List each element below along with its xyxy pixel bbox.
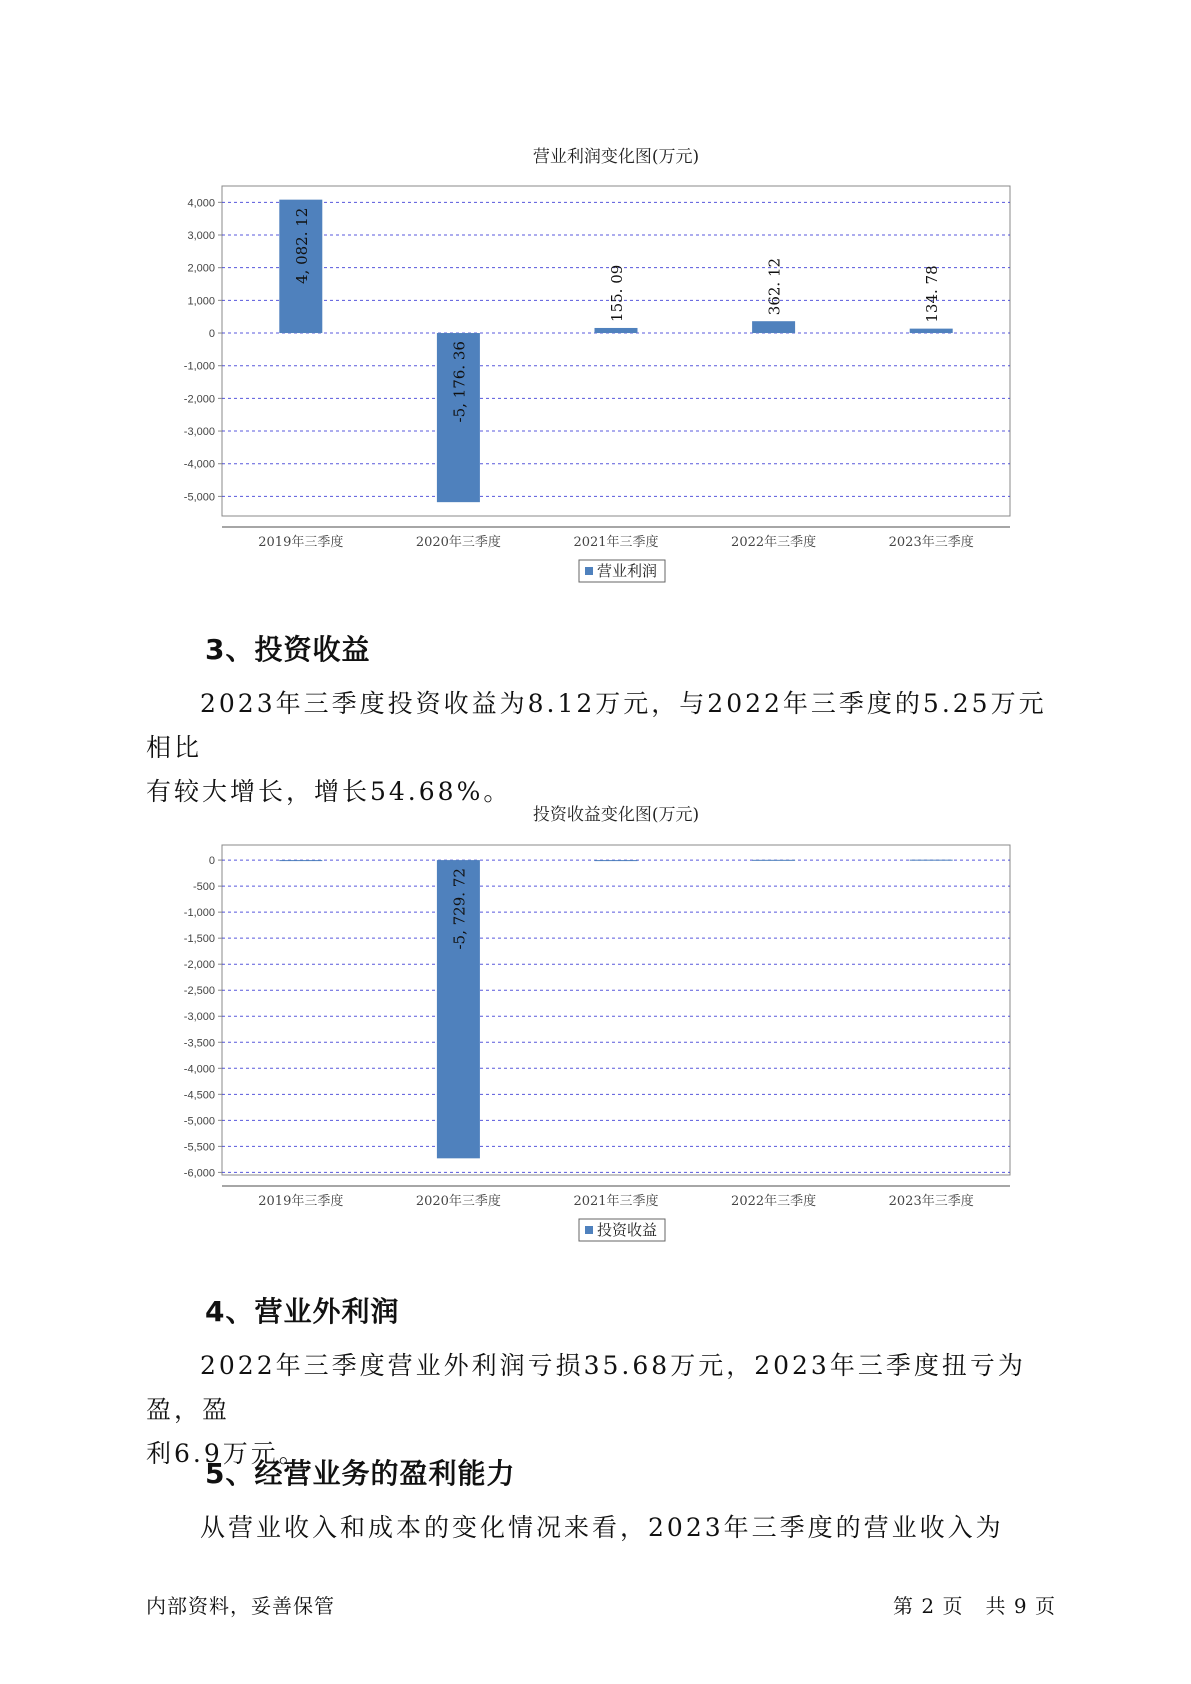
y-tick-label: -4,000 xyxy=(183,458,215,471)
x-tick-label: 2022年三季度 xyxy=(731,535,817,550)
section-3-line-2: 有较大增长，增长54.68%。 xyxy=(146,777,512,806)
section-4-line-1: 2022年三季度营业外利润亏损35.68万元，2023年三季度扭亏为盈，盈 xyxy=(146,1351,1026,1424)
bar xyxy=(279,860,322,861)
x-tick-label: 2023年三季度 xyxy=(888,1194,974,1209)
y-tick-label: -2,000 xyxy=(183,959,215,972)
bar xyxy=(595,860,638,861)
y-tick-label: -5,000 xyxy=(183,491,215,504)
data-label: 155. 09 xyxy=(608,264,626,322)
y-tick-label: -6,000 xyxy=(183,1167,215,1180)
plot-area xyxy=(222,845,1010,1175)
y-tick-label: 4,000 xyxy=(187,197,215,210)
y-tick-label: 3,000 xyxy=(187,230,215,243)
section-4-line-2: 利6.9万元。 xyxy=(146,1439,307,1468)
x-tick-label: 2021年三季度 xyxy=(573,1194,659,1209)
section-4-heading: 4、营业外利润 xyxy=(205,1295,400,1328)
y-tick-label: 0 xyxy=(208,328,215,341)
chart-title: 投资收益变化图(万元) xyxy=(532,805,700,825)
x-tick-label: 2023年三季度 xyxy=(888,535,974,550)
y-tick-label: 2,000 xyxy=(187,262,215,275)
y-tick-label: -1,500 xyxy=(183,933,215,946)
chart-title: 营业利润变化图(万元) xyxy=(532,147,700,167)
y-tick-label: 1,000 xyxy=(187,295,215,308)
y-tick-label: 0 xyxy=(208,855,215,868)
data-label: 362. 12 xyxy=(765,257,784,316)
legend-label: 投资收益 xyxy=(597,1221,658,1239)
section-3-line-1: 2023年三季度投资收益为8.12万元，与2022年三季度的5.25万元相比 xyxy=(146,689,1047,762)
x-tick-label: 2019年三季度 xyxy=(258,535,344,550)
y-tick-label: -1,000 xyxy=(183,907,215,920)
footer-confidential: 内部资料，妥善保管 xyxy=(146,1594,335,1618)
y-tick-label: -500 xyxy=(192,881,215,894)
y-tick-label: -2,000 xyxy=(183,393,215,406)
y-tick-label: -4,500 xyxy=(183,1089,215,1102)
data-label: 134. 78 xyxy=(923,265,942,323)
y-tick-label: -3,000 xyxy=(183,426,215,439)
section-3-heading: 3、投资收益 xyxy=(205,633,371,666)
x-tick-label: 2020年三季度 xyxy=(415,1194,501,1209)
x-tick-label: 2019年三季度 xyxy=(258,1194,344,1209)
y-tick-label: -5,000 xyxy=(183,1115,215,1128)
x-tick-label: 2022年三季度 xyxy=(731,1194,817,1209)
section-5-line-1: 从营业收入和成本的变化情况来看，2023年三季度的营业收入为 xyxy=(200,1513,1004,1542)
section-5-paragraph xyxy=(146,1506,1066,1550)
legend-swatch xyxy=(585,1226,593,1234)
y-tick-label: -3,500 xyxy=(183,1037,215,1050)
data-label: -5, 729. 72 xyxy=(450,868,469,950)
y-tick-label: -3,000 xyxy=(183,1011,215,1024)
y-tick-label: -1,000 xyxy=(183,360,215,373)
data-label: 4, 082. 12 xyxy=(292,207,311,284)
bar xyxy=(910,860,953,861)
bar xyxy=(752,860,795,861)
data-label: -5, 176. 36 xyxy=(450,341,469,423)
y-tick-label: -5,500 xyxy=(183,1141,215,1154)
footer-page-number: 第 2 页 共 9 页 xyxy=(893,1594,1056,1618)
x-tick-label: 2020年三季度 xyxy=(415,535,501,550)
legend-label: 营业利润 xyxy=(597,562,658,580)
y-tick-label: -4,000 xyxy=(183,1063,215,1076)
x-tick-label: 2021年三季度 xyxy=(573,535,659,550)
y-tick-label: -2,500 xyxy=(183,985,215,998)
section-5-heading: 5、经营业务的盈利能力 xyxy=(205,1457,516,1490)
